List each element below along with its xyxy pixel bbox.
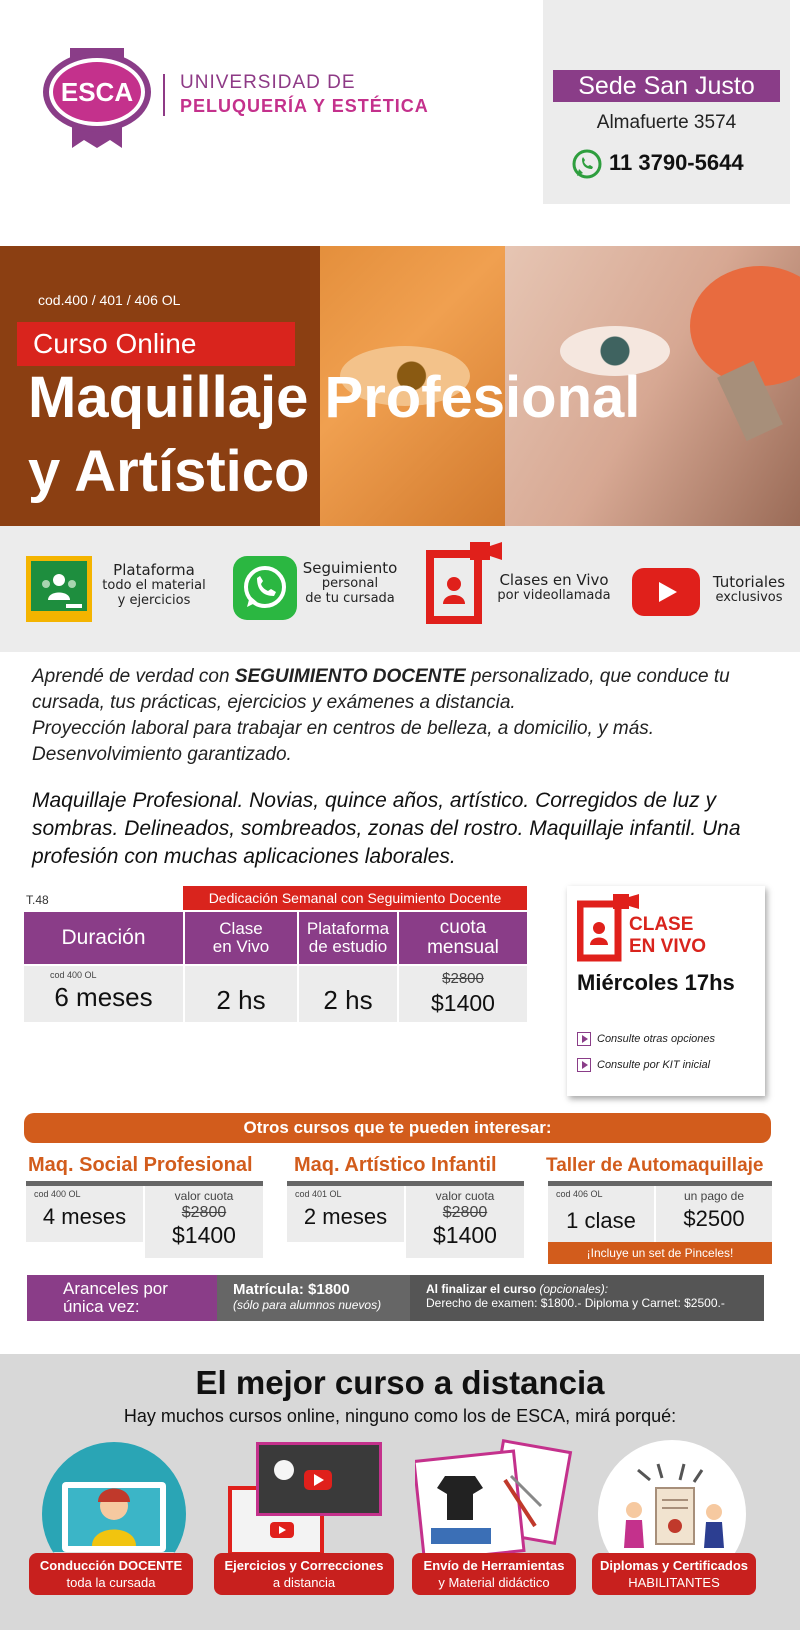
- phone-number[interactable]: 11 3790-5644: [609, 150, 744, 175]
- dedicacion-header: Dedicación Semanal con Seguimiento Docente: [183, 886, 527, 910]
- duracion-value: 6 meses: [54, 982, 153, 1012]
- course-title[interactable]: Maq. Artístico Infantil: [294, 1154, 497, 1176]
- matricula: Matrícula: $1800: [233, 1281, 350, 1298]
- course-duration: 1 clase: [566, 1208, 636, 1233]
- old-price: $2800: [181, 1204, 227, 1221]
- col-text: cuota: [439, 917, 487, 939]
- esca-logo: [42, 48, 152, 148]
- cell-duracion: [24, 966, 183, 1022]
- kit-materials-illustration: [415, 1436, 575, 1566]
- pill-line1: Conducción DOCENTE: [39, 1558, 183, 1573]
- logo-line1: UNIVERSIDAD DE: [180, 72, 356, 93]
- matricula-note: (sólo para alumnos nuevos): [233, 1298, 382, 1312]
- herramientas-pill: [412, 1553, 576, 1595]
- col-text: Plataforma: [306, 919, 390, 939]
- logo-separator: [163, 74, 165, 116]
- col-clase-vivo: [185, 912, 297, 964]
- feature-label: Seguimiento: [302, 559, 398, 577]
- feature-sublabel: por videollamada: [497, 588, 611, 604]
- course-title-line1: Maquillaje Profesional: [28, 365, 641, 430]
- sede-title: Sede San Justo: [553, 70, 780, 102]
- feature-sublabel: exclusivos: [715, 590, 783, 606]
- feature-clases-vivo: [492, 572, 616, 604]
- course-price-cell: [656, 1186, 772, 1242]
- feature-label: Clases en Vivo: [499, 571, 609, 589]
- option-label[interactable]: Consulte por KIT inicial: [597, 1058, 711, 1071]
- option-otras[interactable]: [577, 1032, 715, 1046]
- course-price-cell: [145, 1186, 263, 1258]
- row-cod: cod 400 OL: [50, 970, 97, 980]
- feature-seguimiento: [300, 560, 400, 607]
- cell-clase: 2 hs: [185, 966, 297, 1022]
- feature-sublabel-2: y ejercicios: [117, 593, 191, 609]
- pill-line2: a distancia: [272, 1575, 336, 1590]
- clase-en-vivo-card: [567, 886, 765, 1096]
- vivo-title: [629, 914, 706, 958]
- curso-online-badge: Curso Online: [17, 322, 295, 366]
- col-text: Clase: [219, 919, 263, 939]
- price-label: valor cuota: [174, 1189, 234, 1203]
- course-duration: 4 meses: [42, 1204, 127, 1229]
- feature-label: Plataforma: [113, 561, 195, 579]
- pill-line1: Diplomas y Certificados: [599, 1558, 749, 1573]
- price-label: valor cuota: [435, 1189, 495, 1203]
- feature-sublabel-2: de tu cursada: [305, 591, 395, 607]
- col-text-2: mensual: [427, 937, 499, 958]
- sede-address: Almafuerte 3574: [596, 112, 737, 133]
- desc-proyeccion: Proyección laboral para trabajar en centros de belleza, a domicilio, y más.: [32, 718, 655, 739]
- whatsapp-icon: [233, 556, 297, 620]
- course-title[interactable]: Maq. Social Profesional: [28, 1154, 253, 1176]
- video-call-icon: [426, 542, 502, 624]
- diplomas-pill: [592, 1553, 756, 1595]
- features-strip: [0, 526, 800, 652]
- play-icon: [577, 1032, 591, 1046]
- otros-cursos-header: Otros cursos que te pueden interesar:: [24, 1113, 771, 1143]
- course-cod: cod 401 OL: [295, 1189, 342, 1199]
- course-cod: cod 400 OL: [34, 1189, 81, 1199]
- col-plataforma: [299, 912, 397, 964]
- option-label[interactable]: Consulte otras opciones: [597, 1032, 716, 1045]
- desc-text: Aprendé de verdad con: [32, 666, 235, 687]
- pinceles-note: ¡Incluye un set de Pinceles!: [548, 1242, 772, 1264]
- price: $2500: [683, 1206, 745, 1231]
- pill-line1: Envío de Herramientas: [423, 1558, 565, 1573]
- feature-sublabel: todo el material: [102, 578, 206, 594]
- cell-plataforma: 2 hs: [299, 966, 397, 1022]
- classroom-icon: [26, 556, 92, 622]
- description-course: Maquillaje Profesional. Novias, quince años, artístico. Corregidos de luz y sombras. Delineados, sombreados, zonas del rostro. Maquillaje infantil. Una profesión con muchas aplicaciones laborales.: [32, 789, 741, 868]
- bottom-subtitle: Hay muchos cursos online, ninguno como los de ESCA, mirá porqué:: [123, 1406, 677, 1426]
- ejercicios-pill: [214, 1553, 394, 1595]
- logo-line2: PELUQUERÍA Y ESTÉTICA: [180, 96, 429, 116]
- final-bold: Al finalizar el curso: [426, 1282, 537, 1296]
- course-duration: 2 meses: [303, 1204, 388, 1229]
- old-price: $2800: [442, 1204, 488, 1221]
- price: $1400: [433, 1222, 497, 1248]
- course-duration-cell: [287, 1186, 404, 1242]
- aranceles-label: [27, 1275, 217, 1321]
- docente-pill: [29, 1553, 193, 1595]
- course-codes: cod.400 / 401 / 406 OL: [38, 292, 181, 308]
- pill-line1: Ejercicios y Correcciones: [224, 1558, 384, 1573]
- course-title[interactable]: Taller de Automaquillaje: [546, 1155, 764, 1176]
- pill-line2: toda la cursada: [66, 1575, 156, 1590]
- desc-desenvolvimiento: Desenvolvimiento garantizado.: [32, 744, 292, 765]
- desc-text-2: personalizado, que conduce tu cursada, tus prácticas, ejercicios y exámenes a distancia.: [32, 666, 730, 713]
- aranceles-text: Aranceles por: [63, 1279, 168, 1298]
- course-duration-cell: [26, 1186, 143, 1242]
- vivo-title-2: EN VIVO: [629, 936, 707, 957]
- course-title-line2: y Artístico: [28, 439, 310, 504]
- price: $1400: [172, 1222, 236, 1248]
- bottom-title: El mejor curso a distancia: [195, 1364, 605, 1401]
- final-fees-box: [410, 1275, 764, 1321]
- course-price-cell: [406, 1186, 524, 1258]
- table-code: T.48: [26, 893, 49, 907]
- play-icon: [577, 1058, 591, 1072]
- old-price: $2800: [442, 970, 484, 987]
- sede-phone[interactable]: [573, 150, 744, 176]
- final-note: (opcionales):: [536, 1282, 609, 1296]
- logo-text: ESCA: [60, 77, 134, 107]
- price: $1400: [431, 990, 495, 1016]
- desc-bold: SEGUIMIENTO DOCENTE: [234, 666, 466, 687]
- course-cod: cod 406 OL: [556, 1189, 603, 1199]
- final-detail: Derecho de examen: $1800.- Diploma y Carnet: $2500.-: [426, 1296, 725, 1310]
- course-duration-cell: [548, 1186, 654, 1242]
- feature-platform: [98, 562, 210, 609]
- aranceles-text-2: única vez:: [63, 1297, 140, 1316]
- feature-sublabel: personal: [321, 576, 379, 592]
- youtube-icon: [632, 568, 700, 616]
- pill-line2: y Material didáctico: [438, 1575, 550, 1590]
- option-kit[interactable]: [577, 1058, 710, 1072]
- sede-box: [543, 0, 790, 204]
- vivo-title-1: CLASE: [629, 914, 694, 935]
- vivo-schedule: Miércoles 17hs: [577, 970, 735, 995]
- description-intro: [32, 664, 772, 768]
- col-cuota: [399, 912, 527, 964]
- col-duracion: Duración: [24, 912, 183, 964]
- col-text-2: de estudio: [308, 937, 388, 956]
- feature-tutoriales: [704, 574, 794, 606]
- video-thumbnails-illustration: [228, 1442, 388, 1562]
- col-text-2: en Vivo: [212, 937, 270, 956]
- feature-label: Tutoriales: [712, 573, 786, 591]
- pill-line2: HABILITANTES: [628, 1575, 720, 1590]
- final-heading: [426, 1282, 764, 1296]
- cell-cuota: [399, 966, 527, 1022]
- matricula-box: [217, 1275, 410, 1321]
- price-label: un pago de: [683, 1189, 745, 1203]
